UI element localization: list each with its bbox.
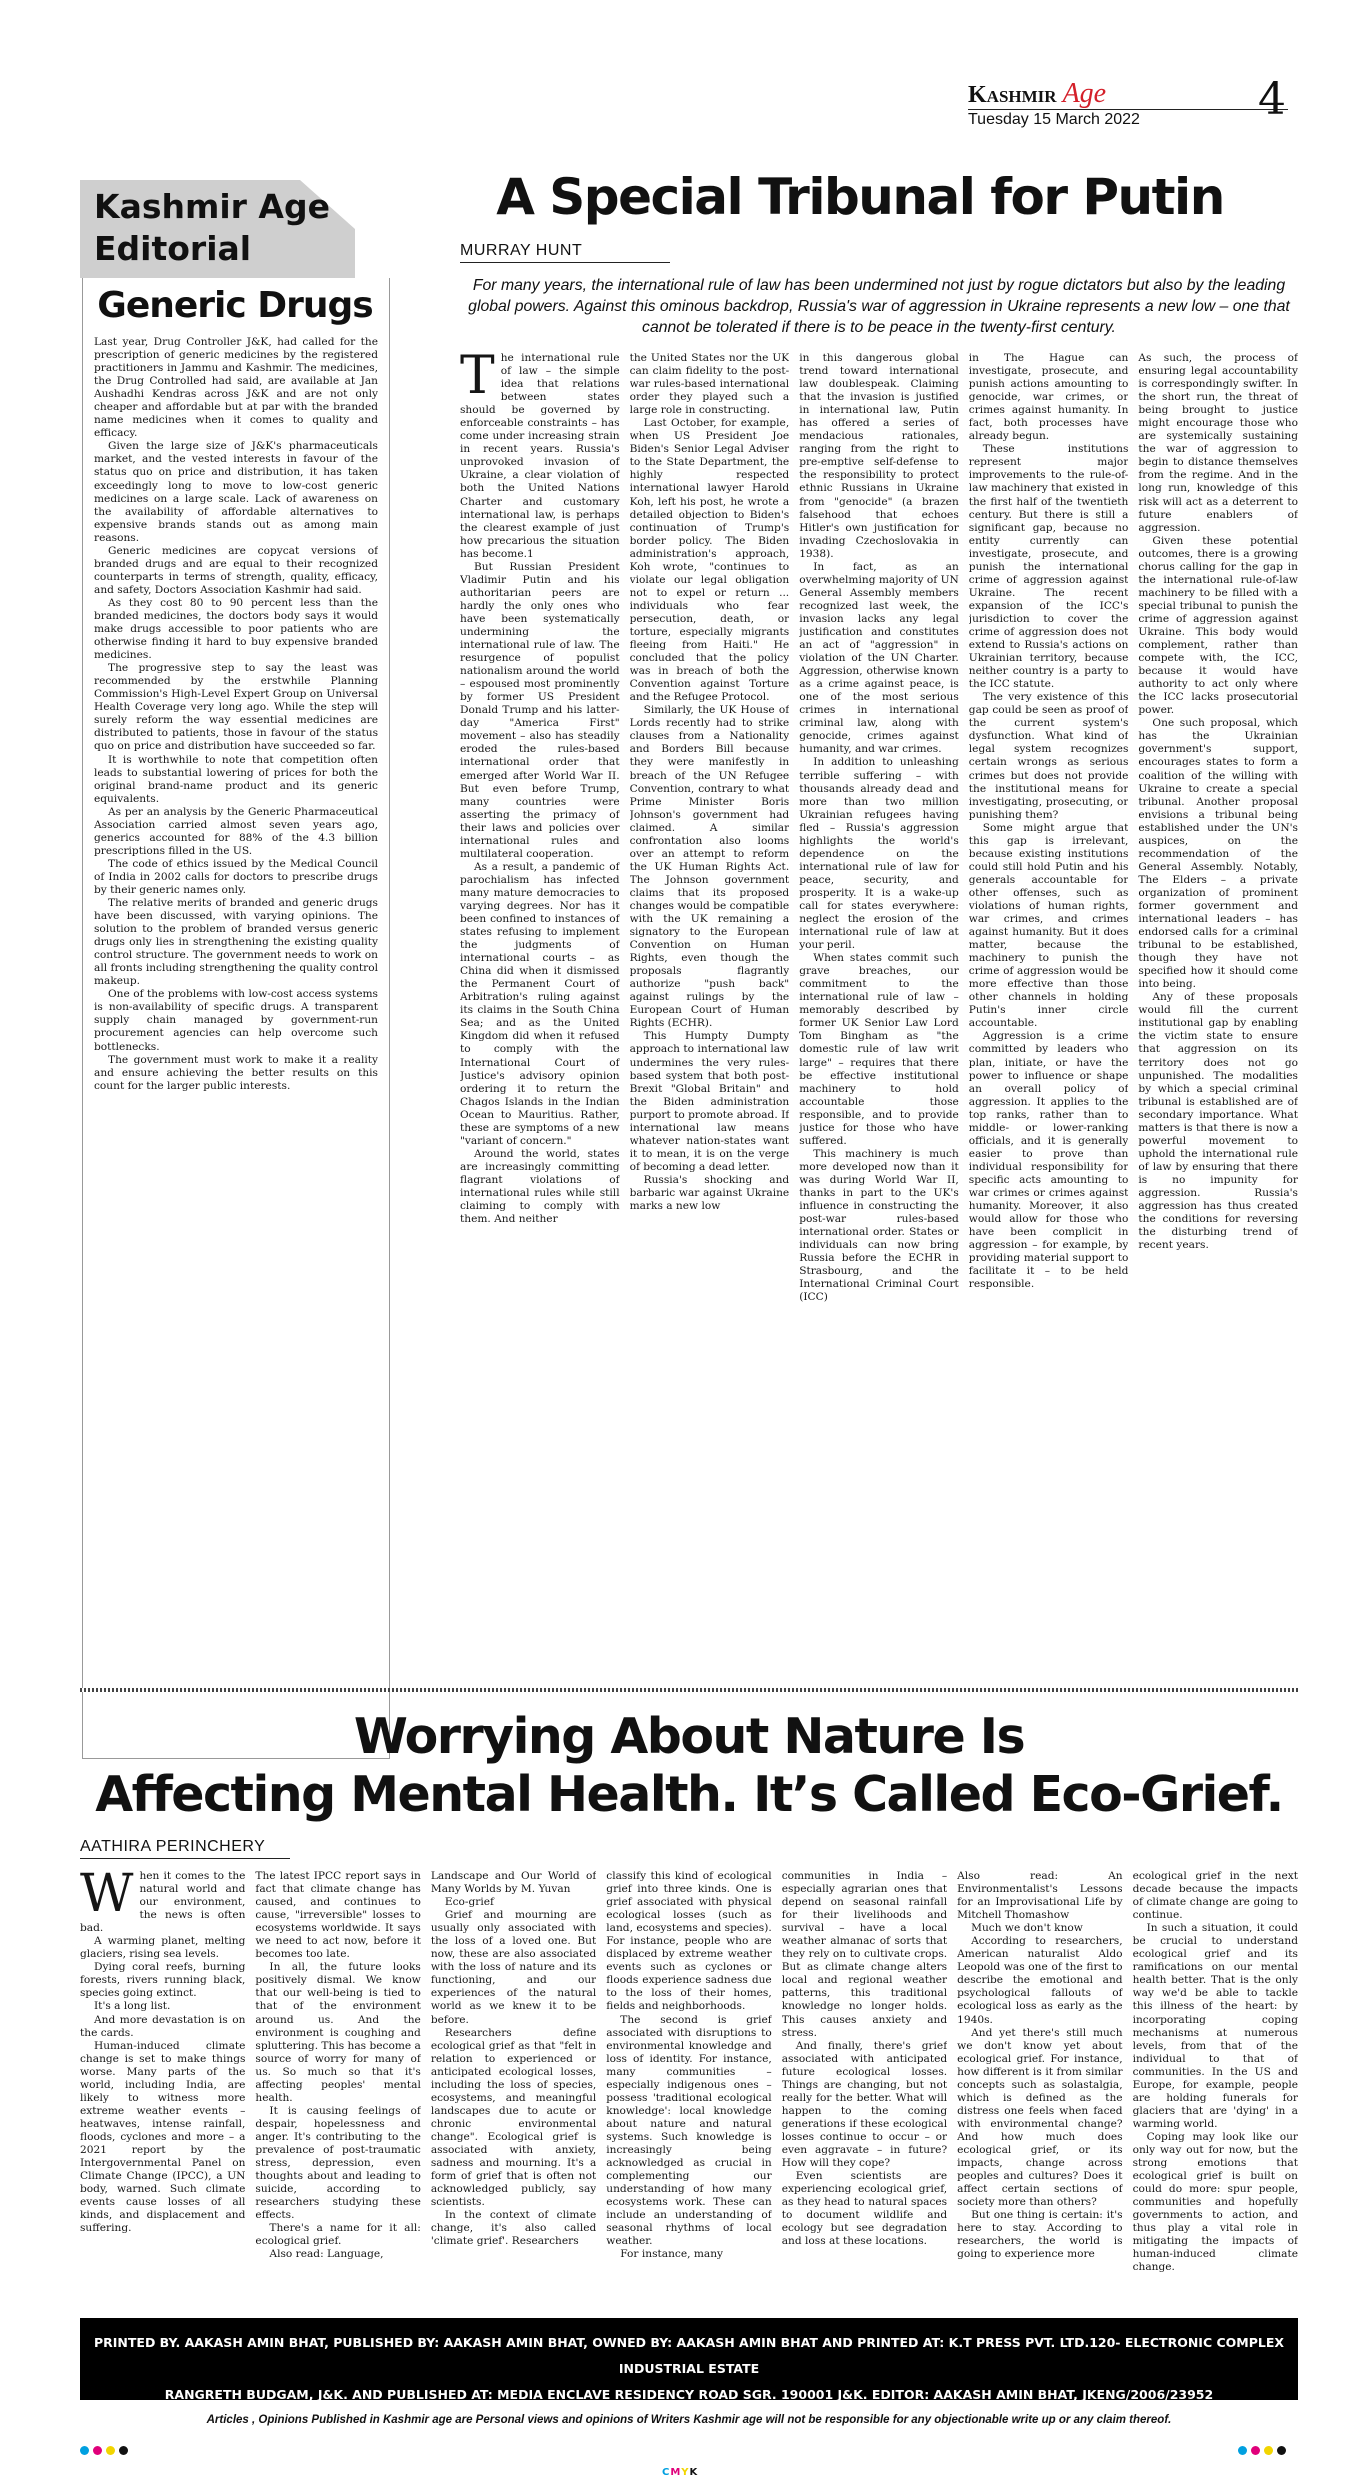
paragraph: This machinery is much more developed now than it was during World War II, thanks in part to the UK's influence in constructing the post-war rules-based international order. States or individuals can now bring Russia before the ECHR in Strasbourg, and the International Criminal Court (ICC): [799, 1147, 959, 1304]
brand-age: Age: [1062, 78, 1107, 109]
paragraph: When states commit such grave breaches, our commitment to the international rule of law – memorably described by former UK Senior Law Lord Tom Bingham as "the domestic rule of law writ large" – requires that there be effective institutional machinery to hold accountable those responsible, and to provide justice for those who have suffered.: [799, 952, 959, 1147]
paragraph: Eco-grief: [444, 1896, 494, 1909]
article2-headline-line1: Worrying About Nature Is: [353, 1708, 1025, 1765]
article1-column: [799, 352, 959, 1642]
editorial-body: [94, 336, 378, 1626]
paragraph: And yet there's still much we don't know yet about ecological grief. For instance, how different is it from similar concepts such as solastalgia, which is defined as the distress one feels when faced with environmental change? And how much does ecological grief, or its impacts, change across peoples and cultures? Does it affect certain sections of society more than others?: [957, 2026, 1123, 2209]
editorial-label-line1: Kashmir Age: [94, 187, 330, 226]
paragraph: It is worthwhile to note that competition often leads to substantial lowering of prices for both the original brand-name product and its generic equivalents.: [94, 753, 378, 805]
paragraph: As such, the process of ensuring legal accountability is correspondingly swifter. In the short run, the threat of being brought to justice might encourage those who are systemically sustaining the war of aggression to begin to distance themselves from the regime. And in the long run, knowledge of this risk will act as a deterrent to future enablers of aggression.: [1138, 352, 1298, 534]
cmyk-c: C: [662, 2467, 671, 2478]
magenta-dot: [1251, 2446, 1260, 2455]
paragraph: ecological grief in the next decade because the impacts of climate change are going to continue.: [1132, 1870, 1298, 1922]
paragraph: Landscape and Our World of Many Worlds by M. Yuvan: [430, 1870, 597, 1896]
paragraph: The international rule of law – the simple idea that relations between states should be governed by enforceable constraints – has come under increasing strain in recent years. Russia's unprovoked invasion of Ukraine, a clear violation of both the United Nations Charter and customary international law, is perhaps the clearest example of just how precarious the situation has become.1: [460, 352, 620, 560]
paragraph: Generic medicines are copycat versions of branded drugs and are equal to their recognized counterparts in terms of strength, quality, efficacy, and safety, Doctors Association Kashmir had said.: [94, 544, 378, 596]
black-dot: [1277, 2446, 1286, 2455]
article2-column: [80, 1870, 245, 2300]
paragraph: communities in India – especially agrarian ones that depend on seasonal rainfall for their livelihoods and survival – have a local weather almanac of sorts that they rely on to cultivate crops. But as climate change alters local and regional weather patterns, this traditional knowledge no longer holds. This causes anxiety and stress.: [781, 1870, 948, 2039]
paragraph: The relative merits of branded and generic drugs have been discussed, with varying opinions. The solution to the problem of branded versus generic drugs only lies in strengthening the existing quality control structure. The government needs to work on all fronts including strengthening the quality control makeup.: [94, 897, 378, 988]
paragraph: Much we don't know: [971, 1922, 1083, 1935]
paragraph: In such a situation, it could be crucial to understand ecological grief and its ramifications on our mental health better. That is the only way we'd be able to tackle this illness of the heart: by incorporating coping mechanisms at numerous levels, from that of the individual to that of communities. In the US and Europe, for example, people are holding funerals for glaciers that are 'dying' in a warming world.: [1132, 1922, 1298, 2130]
paragraph: The progressive step to say the least was recommended by the erstwhile Planning Commission's High-Level Expert Group on Universal Health Coverage very long ago. While the step will surely reform the way essential medicines are distributed to patients, those in favour of the status quo on price and distribution have succeeded so far.: [94, 662, 378, 753]
paragraph: The very existence of this gap could be seen as proof of the current system's dysfunction. What kind of legal system recognizes certain wrongs as serious crimes but does not provide the institutional means for investigating, prosecuting, or punishing them?: [968, 691, 1129, 821]
registration-dots-right: [1238, 2440, 1290, 2459]
paragraph: Last October, for example, when US President Joe Biden's Senior Legal Adviser to the State Department, the highly respected international lawyer Harold Koh, left his post, he wrote a detailed objection to Biden's continuation of Trump's border policy. The Biden administration's approach, Koh wrote, "continues to violate our legal obligation not to expel or return ... individuals who fear persecution, death, or torture, especially migrants fleeing from Haiti." He concluded that the policy was in breach of both the Convention against Torture and the Refugee Protocol.: [629, 417, 790, 704]
paragraph: This Humpty Dumpty approach to international law undermines the very rules-based system that both post-Brexit "Global Britain" and the Biden administration purport to promote abroad. If international law means whatever nation-states want it to mean, it is on the verge of becoming a dead letter.: [629, 1030, 790, 1173]
paragraph: Given the large size of J&K's pharmaceuticals market, and the vested interests in favour of the status quo on price and distribution, it has taken exceedingly long to move to low-cost generic medicines on a large scale. Lack of awareness on the availability of affordable alternatives to expensive brands stands out as among main reasons.: [94, 440, 378, 544]
article2-headline-line2: Affecting Mental Health. It’s Called Eco-Grief.: [95, 1766, 1283, 1823]
paragraph: Any of these proposals would fill the current institutional gap by enabling the victim state to ensure that aggression on its territory does not go unpunished. The modalities by which a special criminal tribunal is established are of secondary importance. What matters is that there is now a powerful movement to uphold the international rule of law by ensuring that there is no impunity for aggression. Russia's aggression has thus created the conditions for reversing the disturbing trend of recent years.: [1138, 991, 1298, 1252]
paragraph: When it comes to the natural world and our environment, the news is often bad.: [80, 1870, 246, 1935]
paragraph: As a result, a pandemic of parochialism has infected many mature democracies to varying degrees. Nor has it been confined to instances of states refusing to implement the judgments of international courts – as China did when it dismissed the Permanent Court of Arbitration's ruling against its claims in the South China Sea; and as the United Kingdom did when it refused to comply with the International Court of Justice's advisory opinion ordering it to return the Chagos Islands in the Indian Ocean to Mauritius. Rather, these are symptoms of a new "variant of concern.": [460, 860, 620, 1147]
article2-column: [782, 1870, 947, 2300]
cmyk-k: K: [689, 2467, 699, 2478]
article1-byline-rule: [460, 262, 670, 263]
article2-headline: [80, 1708, 1298, 1824]
paragraph: A warming planet, melting glaciers, rising sea levels.: [80, 1935, 246, 1961]
article1-column: [969, 352, 1129, 1642]
article1-column: [460, 352, 620, 1642]
paragraph: These institutions represent major improvements to the rule-of-law machinery that existed in the first half of the twentieth century. But there is still a significant gap, because no entity currently can investigate, prosecute, and punish the international crime of aggression against Ukraine. The recent expansion of the ICC's jurisdiction to cover the crime of aggression does not extend to Russia's actions on Ukrainian territory, because neither country is a party to the ICC statute.: [968, 443, 1129, 691]
editorial-title: Generic Drugs: [97, 285, 373, 326]
paragraph: But Russian President Vladimir Putin and his authoritarian peers are hardly the only ones who have been systematically undermining the international rule of law. The resurgence of populist nationalism around the world – espoused most prominently by former US President Donald Trump and his latter-day "America First" movement – also has steadily eroded the rules-based international order that emerged after World War II. But even before Trump, many countries were asserting the primacy of their laws and policies over international rules and multilateral cooperation.: [460, 560, 620, 860]
paragraph: The code of ethics issued by the Medical Council of India in 2002 calls for doctors to prescribe drugs by their generic names only.: [94, 857, 378, 896]
paragraph: Around the world, states are increasingly committing flagrant violations of international rules while still claiming to comply with them. And neither: [460, 1147, 620, 1226]
cmyk-mark: [662, 2467, 698, 2478]
paragraph: Coping may look like our only way out for now, but the strong emotions that ecological grief is built on could do more: spur people, communities and hopefully governments to action, and thus play a vital role in mitigating the impacts of human-induced climate change.: [1132, 2130, 1298, 2274]
article1-column: [1138, 352, 1298, 1642]
yellow-dot: [1264, 2446, 1273, 2455]
paragraph: In addition to unleashing terrible suffering – with thousands already dead and more than two million Ukrainian refugees having fled – Russia's aggression highlights the world's dependence on the international rule of law for peace, security, and prosperity. It is a wake-up call for states everywhere: neglect the erosion of the international rule of law at your peril.: [799, 756, 959, 952]
imprint-line1: PRINTED BY. AAKASH AMIN BHAT, PUBLISHED BY: AAKASH AMIN BHAT, OWNED BY: AAKASH AMIN BHAT AND PRINTED AT: K.T PRESS PVT. LTD.120- ELECTRONIC COMPLEX INDUSTRIAL ESTATE: [93, 2335, 1285, 2376]
article1-column: [630, 352, 790, 1642]
masthead-date: Tuesday 15 March 2022: [968, 111, 1140, 128]
imprint-line2: RANGRETH BUDGAM, J&K. AND PUBLISHED AT: MEDIA ENCLAVE RESIDENCY ROAD SGR. 190001 J&K. EDITOR: AAKASH AMIN BHAT, JKENG/2006/23952: [164, 2387, 1214, 2402]
paragraph: There's a name for it all: ecological grief.: [255, 2222, 421, 2248]
yellow-dot: [106, 2446, 115, 2455]
masthead-brand: [968, 78, 1106, 110]
paragraph: Similarly, the UK House of Lords recently had to strike clauses from a Nationality and Borders Bill because they were manifestly in breach of the UN Refugee Convention, contrary to what Prime Minister Boris Johnson's government had claimed. A similar confrontation also looms over an attempt to reform the UK Human Rights Act. The Johnson government claims that its proposed changes would be compatible with the UK remaining a signatory to the European Convention on Human Rights, even though the proposals flagrantly authorize "push back" against rulings by the European Court of Human Rights (ECHR).: [629, 704, 790, 1030]
paragraph: Researchers define ecological grief as that "felt in relation to experienced or anticipated ecological losses, including the loss of species, ecosystems, and meaningful landscapes due to acute or chronic environmental change". Ecological grief is associated with anxiety, sadness and mourning. It's a form of grief that is often not acknowledged publicly, say scientists.: [430, 2026, 597, 2209]
paragraph: It is causing feelings of despair, hopelessness and anger. It's contributing to the prevalence of post-traumatic stress, depression, even thoughts about and leading to suicide, according to researchers studying these effects.: [255, 2104, 421, 2222]
paragraph: Also read: Language,: [269, 2248, 384, 2261]
registration-dots-left: [80, 2440, 132, 2459]
paragraph: Also read: An Environmentalist's Lessons for an Improvisational Life by Mitchell Thomashow: [957, 1870, 1123, 1922]
magenta-dot: [93, 2446, 102, 2455]
paragraph: As they cost 80 to 90 percent less than the branded medicines, the doctors body says it would make drugs accessible to poor patients who are otherwise finding it hard to buy expensive branded medicines.: [94, 596, 378, 662]
paragraph: The latest IPCC report says in fact that climate change has caused, and continues to cause, "irreversible" losses to ecosystems worldwide. It says we need to act now, before it becomes too late.: [255, 1870, 421, 1961]
masthead-rule: [968, 109, 1288, 110]
paragraph: In the context of climate change, it's also called 'climate grief'. Researchers: [430, 2209, 597, 2248]
paragraph: And more devastation is on the cards.: [80, 2013, 246, 2039]
cyan-dot: [80, 2446, 89, 2455]
article2-column: [431, 1870, 596, 2300]
paragraph: Aggression is a crime committed by leaders who plan, initiate, or have the power to influence or shape an overall policy of aggression. It applies to the top ranks, rather than to middle- or lower-ranking officials, and it is generally easier to prove than individual responsibility for specific acts amounting to war crimes or crimes against humanity. Moreover, it also would allow for those who have been complicit in aggression – for example, by providing material support to facilitate it – to be held responsible.: [968, 1030, 1129, 1291]
paragraph: According to researchers, American naturalist Aldo Leopold was one of the first to describe the emotional and psychological fallouts of ecological loss as early as the 1940s.: [957, 1935, 1123, 2026]
paragraph: classify this kind of ecological grief into three kinds. One is grief associated with physical ecological losses (such as land, ecosystems and species). For instance, people who are displaced by extreme weather events such as cyclones or floods experience sadness due to the loss of their homes, fields and neighborhoods.: [606, 1870, 772, 2013]
article1-headline: A Special Tribunal for Putin: [496, 168, 1224, 226]
imprint-box: [80, 2318, 1298, 2400]
paragraph: In all, the future looks positively dismal. We know that our well-being is tied to that of the environment around us. And the environment is coughing and spluttering. This has become a source of worry for many of us. So much so that it's affecting peoples' mental health.: [255, 1961, 421, 2104]
paragraph: In fact, as an overwhelming majority of UN General Assembly members recognized last week, the invasion lacks any legal justification and constitutes an act of "aggression" in violation of the UN Charter. Aggression, otherwise known as a crime against peace, is one of the most serious crimes in international criminal law, along with genocide, crimes against humanity, and war crimes.: [799, 560, 959, 756]
article2-byline: AATHIRA PERINCHERY: [80, 1838, 266, 1855]
paragraph: in this dangerous global trend toward international law doublespeak. Claiming that the invasion is justified in international law, Putin has offered a series of mendacious rationales, ranging from the right to pre-emptive self-defense to the responsibility to protect ethnic Russians in Ukraine from "genocide" (a brazen falsehood that echoes Hitler's own justification for invading Czechoslovakia in 1938).: [799, 352, 959, 560]
paragraph: Given these potential outcomes, there is a growing chorus calling for the gap in the international rule-of-law machinery to be filled with a special tribunal to punish the crime of aggression against Ukraine. This body would complement, rather than compete with, the ICC, because it would have authority to act only where the ICC lacks prosecutorial power.: [1138, 534, 1298, 717]
paragraph: Last year, Drug Controller J&K, had called for the prescription of generic medicines by the registered practitioners in Jammu and Kashmir. The medicines, the Drug Controlled had said, are available at Jan Aushadhi Kendras across J&K and are not only cheaper and affordable but at par with the branded name medicines when it comes to quality and efficacy.: [94, 336, 378, 440]
article1-standfirst: For many years, the international rule of law has been undermined not just by rogue dictators but also by the leading global powers. Against this ominous backdrop, Russia's war of aggression in Ukraine represents a new low – one that cannot be tolerated if there is to be peace in the twenty-first century.: [468, 277, 1290, 336]
brand-kashmir: Kashmir: [968, 82, 1057, 108]
paragraph: One such proposal, which has the Ukrainian government's support, encourages states to form a coalition of the willing with Ukraine to create a special tribunal. Another proposal envisions a tribunal being established under the UN's auspices, on the recommendation of the General Assembly. Notably, The Elders – a private organization of prominent former government and international leaders – has endorsed calls for a criminal tribunal to be established, though they have not specified how it should come into being.: [1138, 717, 1298, 991]
cmyk-m: M: [670, 2467, 682, 2478]
article2-column: [1133, 1870, 1298, 2300]
paragraph: And finally, there's grief associated with anticipated future ecological losses. Things are changing, but not really for the better. What will happen to the coming generations if these ecological losses continue to occur – or even aggravate – in future? How will they cope?: [781, 2039, 948, 2170]
article1-columns: [460, 352, 1298, 1642]
black-dot: [119, 2446, 128, 2455]
paragraph: The government must work to make it a reality and ensure achieving the better results on this count for the larger public interests.: [94, 1053, 378, 1092]
section-divider: [80, 1688, 1298, 1692]
paragraph: One of the problems with low-cost access systems is non-availability of specific drugs. A transparent supply chain managed by government-run procurement agencies can help overcome such bottlenecks.: [94, 988, 378, 1053]
paragraph: As per an analysis by the Generic Pharmaceutical Association carried almost seven years ago, generics accounted for 88% of the 4.3 billion prescriptions filled in the US.: [94, 805, 378, 857]
paragraph: Even scientists are experiencing ecological grief, as they head to natural spaces to document wildlife and ecology but see degradation and loss at these locations.: [781, 2170, 948, 2248]
article2-byline-rule: [80, 1858, 290, 1859]
paragraph: Grief and mourning are usually only associated with the loss of a loved one. But now, these are also associated with the loss of nature and its functioning, and our experiences of the natural world as we knew it to be before.: [430, 1909, 597, 2026]
article2-columns: [80, 1860, 1298, 2305]
article2-column: [606, 1870, 771, 2300]
paragraph: Dying coral reefs, burning forests, rivers running black, species going extinct.: [80, 1961, 246, 2000]
masthead: [968, 74, 1298, 130]
paragraph: in The Hague can investigate, prosecute, and punish actions amounting to genocide, war crimes, or crimes against humanity. In fact, both processes have already begun.: [968, 352, 1129, 443]
editorial-label: [94, 186, 330, 270]
paragraph: Russia's shocking and barbaric war against Ukraine marks a new low: [629, 1173, 790, 1213]
paragraph: But one thing is certain: it's here to stay. According to researchers, the world is going to experience more: [957, 2209, 1123, 2261]
paragraph: For instance, many: [620, 2248, 724, 2261]
editorial-label-line2: Editorial: [94, 229, 252, 268]
page-number: 4: [1258, 74, 1286, 125]
cyan-dot: [1238, 2446, 1247, 2455]
article2-column: [255, 1870, 420, 2300]
paragraph: Some might argue that this gap is irrelevant, because existing institutions could still hold Putin and his generals accountable for other offenses, such as violations of human rights, war crimes, and crimes against humanity. But it does matter, because the machinery to punish the crime of aggression would be more effective than those other channels in holding Putin's inner circle accountable.: [968, 821, 1129, 1030]
paragraph: The second is grief associated with disruptions to environmental knowledge and loss of identity. For instance, many communities – especially indigenous ones – possess 'traditional ecological knowledge': local knowledge about nature and natural systems. Such knowledge is increasingly being acknowledged as crucial in complementing our understanding of how many ecosystems work. These can include an understanding of seasonal rhythms of local weather.: [606, 2013, 772, 2248]
paragraph: the United States nor the UK can claim fidelity to the post-war rules-based international order they played such a large role in constructing.: [629, 352, 790, 417]
article2-column: [957, 1870, 1122, 2300]
disclaimer: Articles , Opinions Published in Kashmir age are Personal views and opinions of Writers Kashmir age will not be responsible for any objectionable write up or any claim thereof.: [206, 2414, 1172, 2426]
cmyk-y: Y: [681, 2467, 690, 2478]
article1-byline: MURRAY HUNT: [460, 242, 583, 259]
paragraph: It's a long list.: [94, 2000, 171, 2013]
paragraph: Human-induced climate change is set to make things worse. Many parts of the world, including India, are likely to witness more extreme weather events – heatwaves, intense rainfall, floods, cyclones and more – a 2021 report by the Intergovernmental Panel on Climate Change (IPCC), a UN body, warned. Such climate events cause losses of all kinds, and displacement and suffering.: [80, 2039, 246, 2235]
